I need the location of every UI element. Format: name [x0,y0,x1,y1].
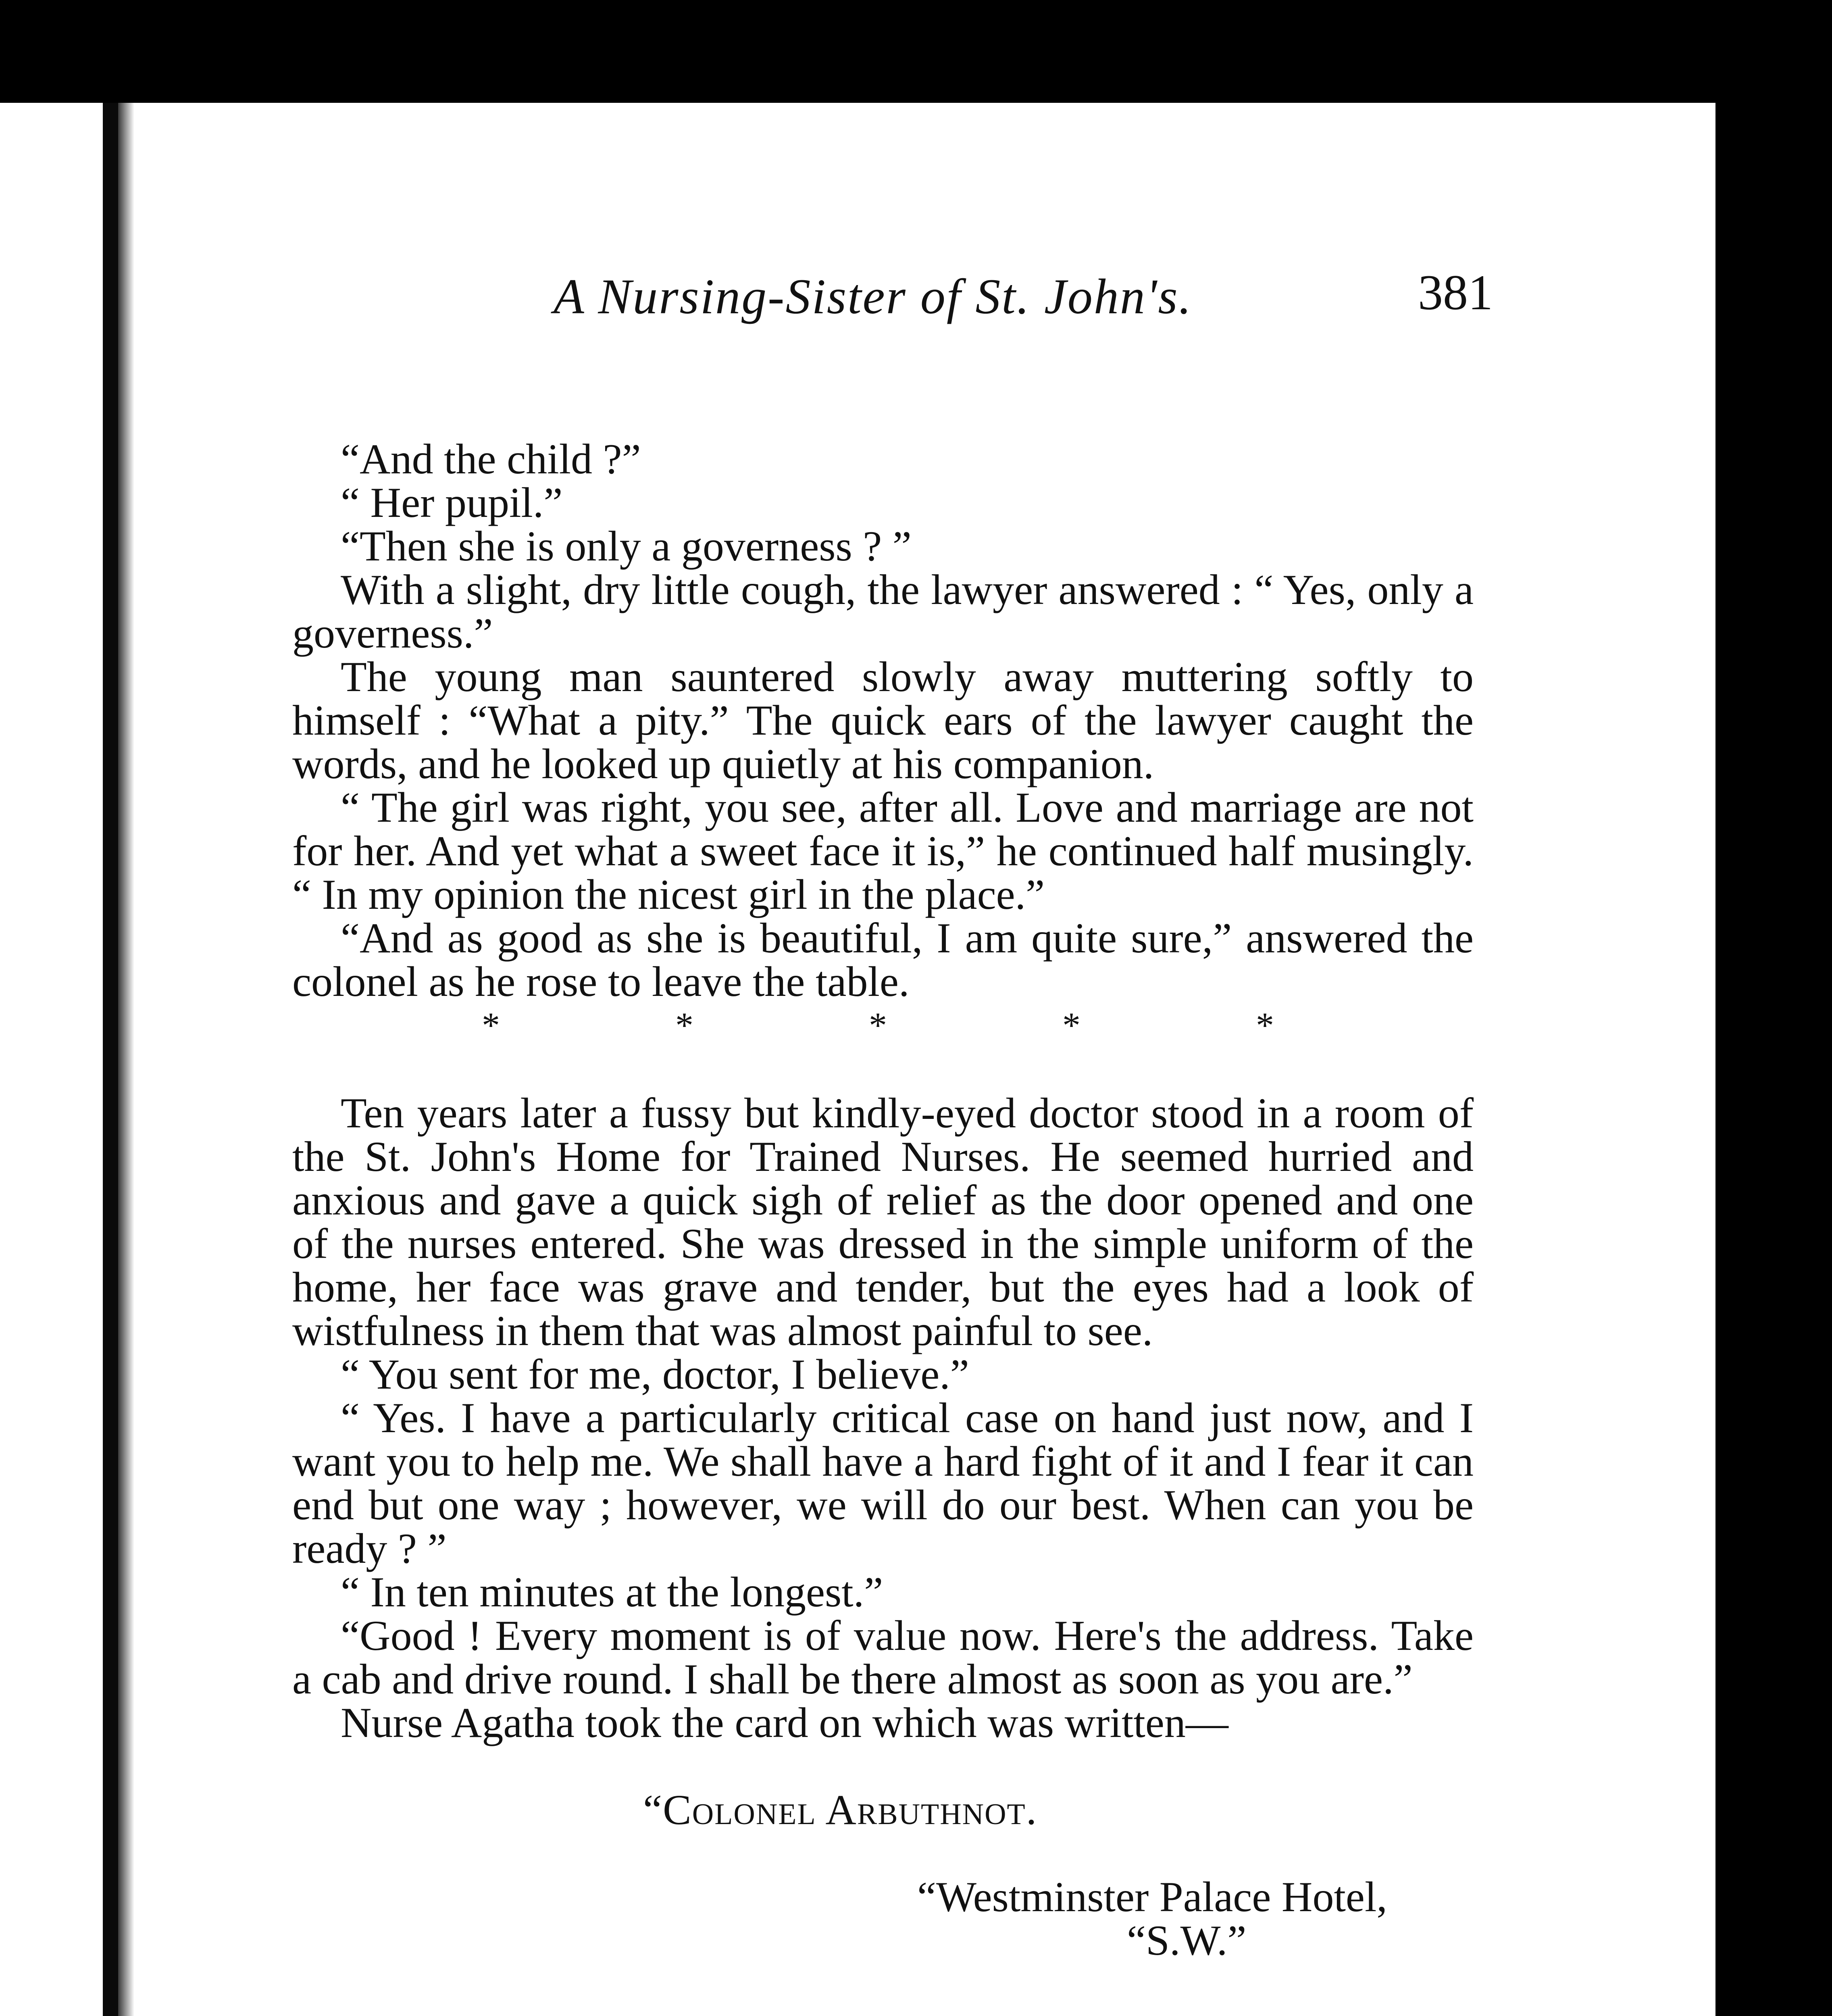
card-hotel-line [292,1875,1474,1919]
spine-shadow [118,103,134,2016]
paragraph: Nurse Agatha took the card on which was written— [341,1699,1228,1746]
book-page [134,103,1715,2016]
body-text [292,437,1474,2016]
spacer [292,1745,1474,1788]
paragraph: With a slight, dry little cough, the lawyer answered : “ Yes, only a governess.” [292,566,1474,657]
spacer [292,1832,1474,1875]
asterisk: * [869,1006,887,1045]
spacer [292,1962,1474,2006]
page-number: 381 [1418,265,1493,320]
card-district: “S.W.” [1127,1917,1247,1964]
page-header [554,256,1493,337]
asterisk: * [1256,1006,1274,1045]
paragraph: “Good ! Every moment is of value now. Here's the address. Take a cab and drive round. I shall be there almost as soon as you are.” [292,1612,1474,1703]
card-hotel: “Westminster Palace Hotel, [917,1873,1387,1920]
book-spine [103,103,118,2016]
card-name: “Colonel Arbuthnot. [643,1786,1038,1833]
asterisk: * [675,1006,693,1045]
paragraph: “Then she is only a governess ? ” [341,523,912,570]
paragraph: “And the child ?” [341,435,641,483]
spacer [292,2006,1474,2016]
paragraph: “ You sent for me, doctor, I believe.” [341,1351,969,1398]
paragraph: Ten years later a fussy but kindly-eyed doctor stood in a room of the St. John's Home for Trained Nurses. He seemed hurried and anxious and gave a quick sigh of relief as the door opened and one of the nurses entered. She was dressed in the simple uniform of the home, her face was grave and tender, but the eyes had a look of wistfulness in them that was almost painful to see. [292,1089,1474,1354]
paragraph: “ In ten minutes at the longest.” [341,1568,883,1616]
adjacent-page-edge [0,103,103,2016]
paragraph: “ Her pupil.” [341,479,563,526]
asterisk: * [1062,1006,1080,1045]
paragraph: The young man sauntered slowly away muttering softly to himself : “What a pity.” The quick ears of the lawyer caught the words, and he looked up quietly at his companion. [292,653,1474,787]
card-district-line [292,1919,1474,1962]
paragraph: “And as good as she is beautiful, I am quite sure,” answered the colonel as he rose to leave the table. [292,914,1474,1005]
section-separator [292,1004,1474,1048]
paragraph: “ The girl was right, you see, after all. Love and marriage are not for her. And yet what a sweet face it is,” he continued half musingly. “ In my opinion the nicest girl in the place.” [292,784,1474,918]
running-title: A Nursing-Sister of St. John's. [554,269,1193,324]
spacer [292,1048,1474,1091]
paragraph: “ Yes. I have a particularly critical case on hand just now, and I want you to help me. We shall have a hard fight of it and I fear it can end but one way ; however, we will do our best. When can you be ready ? ” [292,1394,1474,1572]
asterisk: * [482,1006,500,1045]
card-name-line [292,1788,1474,1832]
